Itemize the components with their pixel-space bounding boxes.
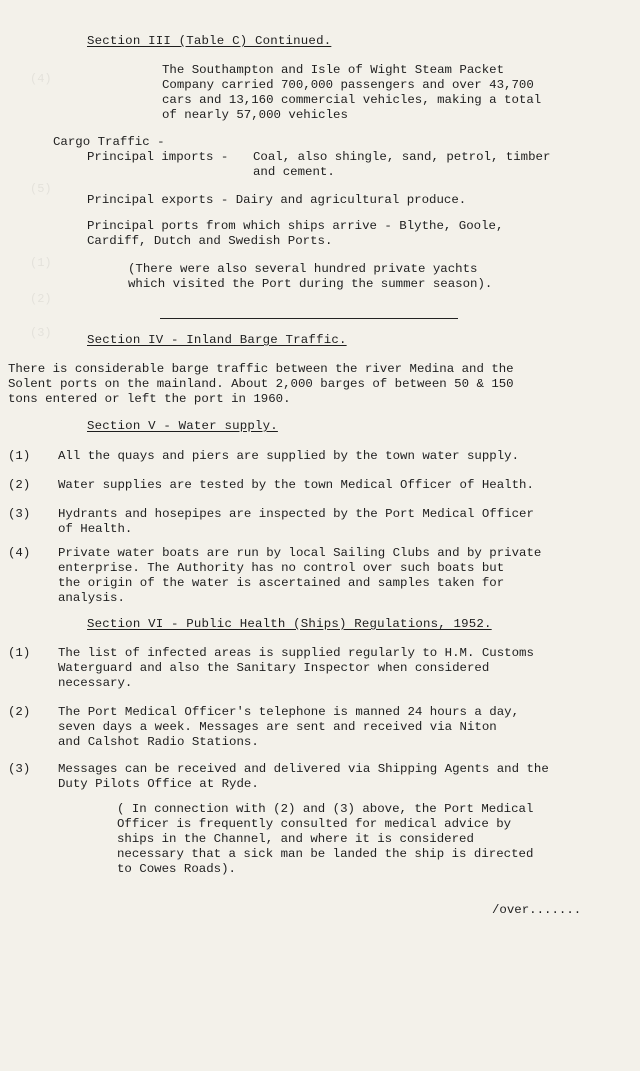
item-number: (3) [8, 507, 31, 521]
regulation-item-text: Messages can be received and delivered via Shipping Agents and the Duty Pilots Office at Ryde. [58, 762, 549, 791]
section-5-heading: Section V - Water supply. [87, 419, 278, 433]
item-number: (4) [8, 546, 31, 560]
section-3-passenger-text: The Southampton and Isle of Wight Steam Packet Company carried 700,000 passengers and over 43,700 cars and 13,160 commercial vehicles, making a total of nearly 57,000 vehicles [162, 63, 542, 122]
item-number: (2) [8, 705, 31, 719]
water-item-text: Hydrants and hosepipes are inspected by the Port Medical Officer of Health. [58, 507, 534, 536]
section-4-heading: Section IV - Inland Barge Traffic. [87, 333, 347, 347]
regulation-item-text: The Port Medical Officer's telephone is manned 24 hours a day, seven days a week. Messages are sent and received via Niton and Calshot Radio Stations. [58, 705, 520, 749]
cargo-traffic-heading: Cargo Traffic - [53, 135, 165, 149]
over-marker: /over....... [492, 903, 582, 917]
item-number: (1) [8, 449, 31, 463]
water-item-text: Private water boats are run by local Sailing Clubs and by private enterprise. The Authority has no control over such boats but the origin of the water is ascertained and samples taken for analysis. [58, 546, 542, 605]
section-4-text: There is considerable barge traffic between the river Medina and the Solent ports on the mainland. About 2,000 barges of between 50 & 150 tons entered or left the port in 1960. [8, 362, 514, 406]
item-number: (1) [8, 646, 31, 660]
water-item-text: Water supplies are tested by the town Medical Officer of Health. [58, 478, 534, 492]
exports-text: Principal exports - Dairy and agricultural produce. [87, 193, 467, 207]
imports-text: Coal, also shingle, sand, petrol, timber and cement. [253, 150, 551, 179]
water-item-text: All the quays and piers are supplied by the town water supply. [58, 449, 520, 463]
document-page: (4) (5) (1) (2) (3) Section III (Table C) Continued. The Southampton and Isle of Wight Steam Packet Company carried 700,000 passengers and over 43,700 cars and 13,160 commercial vehicles, making a total of nearly 57,000 vehicles Cargo Traffic - Principal imports - Coal, also shingle, sand, petrol, timber and cement. Principal exports - Dairy and agricultural produce. Principal ports from which ships arrive - Blythe, Goole, Cardiff, Dutch and Swedish Ports. (There were also several hundred private yachts which visited the Port during the summer season). Section IV - Inland Barge Traffic. There is considerable barge traffic between the river Medina and the Solent ports on the mainland. About 2,000 barges of between 50 & 150 tons entered or left the port in 1960. Section V - Water supply. (1) All the quays and piers are supplied by the town water supply. (2) Water supplies are tested by the town Medical Officer of Health. (3) Hydrants and hosepipes are inspected by the Port Medical Officer of Health. (4) Private water boats are run by local Sailing Clubs and by private enterprise. The Authority has no control over such boats but the origin of the water is ascertained and samples taken for analysis. Section VI - Public Health (Ships) Regulations, 1952. (1) The list of infected areas is supplied regularly to H.M. Customs Waterguard and also the Sanitary Inspector when considered necessary. (2) The Port Medical Officer's telephone is manned 24 hours a day, seven days a week. Messages are sent and received via Niton and Calshot Radio Stations. (3) Messages can be received and delivered via Shipping Agents and the Duty Pilots Office at Ryde. ( In connection with (2) and (3) above, the Port Medical Officer is frequently consulted for medical advice by ships in the Channel, and where it is considered necessary that a sick man be landed the ship is directed to Cowes Roads). /over....... [8, 34, 582, 917]
item-number: (3) [8, 762, 31, 776]
item-number: (2) [8, 478, 31, 492]
regulation-item-text: The list of infected areas is supplied regularly to H.M. Customs Waterguard and also the Sanitary Inspector when considered necessary. [58, 646, 534, 690]
section-divider [160, 318, 458, 319]
section-6-heading: Section VI - Public Health (Ships) Regulations, 1952. [87, 617, 492, 631]
section-3-heading: Section III (Table C) Continued. [87, 34, 332, 48]
imports-label: Principal imports - [87, 150, 229, 164]
ports-text: Principal ports from which ships arrive - Blythe, Goole, Cardiff, Dutch and Swedish Ports. [87, 219, 504, 248]
yachts-note: (There were also several hundred private yachts which visited the Port during the summer season). [128, 262, 493, 291]
section-6-note: ( In connection with (2) and (3) above, the Port Medical Officer is frequently consulted for medical advice by ships in the Channel, and where it is considered necessary that a sick man be landed the ship is directed to Cowes Roads). [117, 802, 534, 876]
